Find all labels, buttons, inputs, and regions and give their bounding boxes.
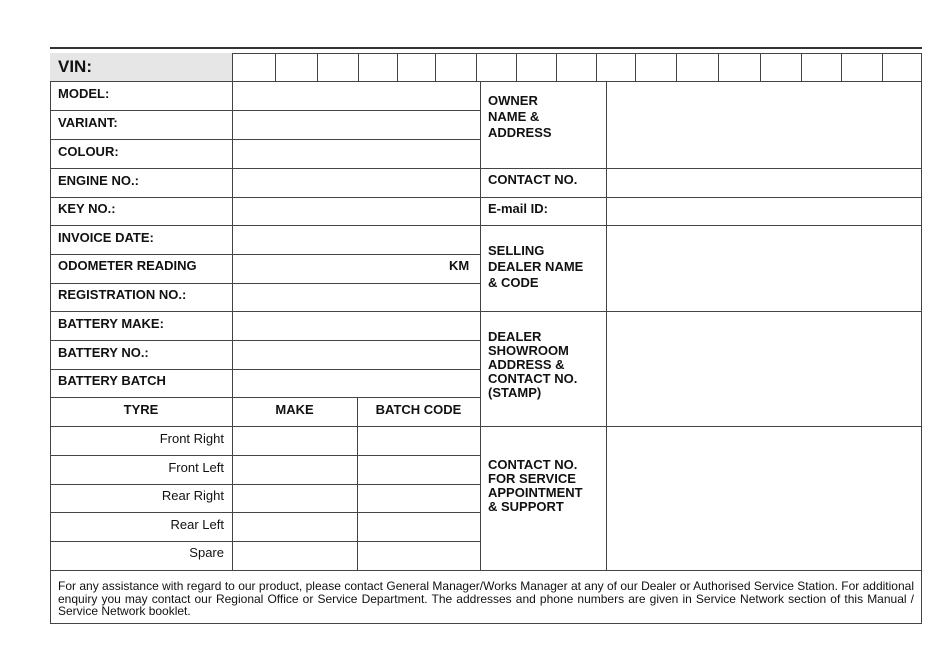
registration-label: REGISTRATION NO.: — [58, 287, 187, 302]
key-no-label: KEY NO.: — [58, 201, 116, 216]
tyre-front-right: Front Right — [159, 431, 224, 446]
assistance-note: For any assistance with regard to our product, please contact General Manager/Works Manager at any of our Dealer or Authorised Service Station. For additional enquiry you may contact our Regional Office or Service Department. The addresses and phone numbers are given in Service Network section of this Manual / Service Network booklet. — [58, 579, 914, 618]
email-label: E-mail ID: — [488, 201, 548, 216]
variant-label: VARIANT: — [58, 115, 118, 130]
selling-dealer-label: SELLING DEALER NAME & CODE — [488, 243, 584, 290]
vin-label: VIN: — [50, 53, 232, 81]
colour-label: COLOUR: — [58, 144, 119, 159]
engine-no-label: ENGINE NO.: — [58, 173, 139, 188]
tyre-rear-right: Rear Right — [161, 488, 224, 503]
tyre-spare: Spare — [189, 545, 224, 560]
contact-no-label: CONTACT NO. — [488, 172, 578, 187]
tyre-rear-left: Rear Left — [170, 517, 224, 532]
make-header: MAKE — [275, 402, 314, 417]
tyre-header: TYRE — [123, 402, 159, 417]
invoice-date-label: INVOICE DATE: — [58, 230, 154, 245]
odometer-label: ODOMETER READING — [58, 258, 197, 273]
battery-no-label: BATTERY NO.: — [58, 345, 149, 360]
service-contact-label: CONTACT NO. FOR SERVICE APPOINTMENT & SUPPORT — [488, 457, 583, 514]
batch-code-header: BATCH CODE — [375, 402, 462, 417]
dealer-showroom-label: DEALER SHOWROOM ADDRESS & CONTACT NO. (STAMP) — [488, 329, 578, 400]
battery-make-label: BATTERY MAKE: — [58, 316, 164, 331]
model-label: MODEL: — [58, 86, 110, 101]
tyre-front-left: Front Left — [168, 460, 224, 475]
owner-label: OWNER NAME & ADDRESS — [488, 93, 552, 140]
odometer-unit: KM — [449, 258, 470, 273]
battery-batch-label: BATTERY BATCH — [58, 373, 166, 388]
